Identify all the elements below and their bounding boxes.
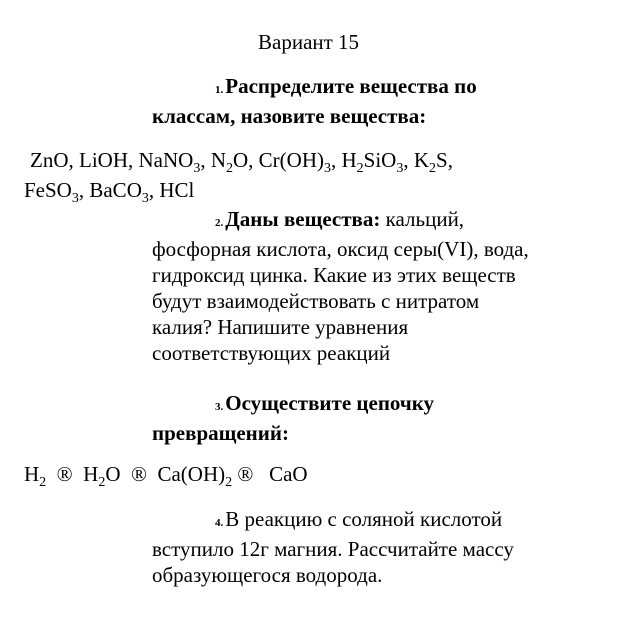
arrow-icon: ® [56,462,73,486]
task2-line1: 2.Даны вещества: кальций, [215,207,465,231]
task2-number: 2. [215,217,224,229]
task4-line2: вступило 12г магния. Рассчитайте массу [152,537,514,561]
task1-heading-line2: классам, назовите вещества: [152,104,427,128]
task2-line: будут взаимодействовать с нитратом [152,289,480,313]
task2-line: соответствующих реакций [152,341,391,365]
task2-line: калия? Напишите уравнения [152,315,409,339]
task1-formulas-line1: ZnO, LiOH, NaNO$_3$, $N_2O$, $Cr(OH)_3$, $H_2SiO_3$, $K_2S$, [30,148,453,176]
task3-chain: $H_2$ ® $H_2O$ ® $Ca(OH)_2$ ® CaO [24,462,308,490]
task3-heading-line1: 3.Осуществите цепочку [215,391,435,415]
task4-number: 4. [215,517,224,529]
task2-body [152,236,529,366]
arrow-icon: ® [237,462,254,486]
task1-number: 1. [215,84,224,96]
task2-line: фосфорная кислота, оксид серы(VI), вода, [152,237,529,261]
arrow-icon: ® [130,462,147,486]
task4-line3: образующегося водорода. [152,563,383,587]
task2-line: гидроксид цинка. Какие из этих веществ [152,263,516,287]
task3-heading-line2: превращений: [152,421,289,445]
task1-heading-line1: 1.Распределите вещества по [215,74,477,98]
task4-line1: 4.В реакцию с соляной кислотой [215,507,503,531]
task3-number: 3. [215,401,224,413]
task1-formulas-line2: FeSO$_3$, BaCO$_3$, HCl [24,178,195,206]
page-title: Вариант 15 [258,30,360,54]
